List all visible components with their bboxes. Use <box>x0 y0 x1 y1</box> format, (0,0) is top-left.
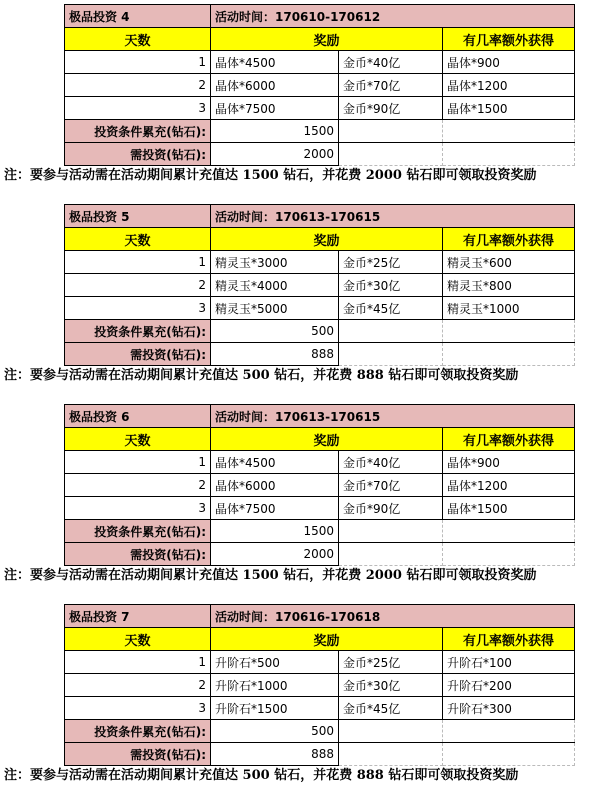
empty-cell <box>339 320 443 343</box>
header-row <box>65 28 575 51</box>
condition-label: 投资条件累充(钻石): <box>65 120 211 143</box>
condition-value: 1500 <box>211 120 339 143</box>
need-label: 需投资(钻石): <box>65 743 211 766</box>
block-title: 极品投资 6 <box>65 405 211 428</box>
extra-reward-cell: 晶体*1200 <box>443 74 575 97</box>
reward-gold-cell: 金币*45亿 <box>339 297 443 320</box>
table-row <box>65 274 575 297</box>
reward-gold-cell: 金币*30亿 <box>339 674 443 697</box>
need-value: 888 <box>211 343 339 366</box>
header-reward: 奖励 <box>211 228 443 251</box>
empty-cell <box>443 120 575 143</box>
extra-reward-cell: 晶体*900 <box>443 451 575 474</box>
condition-row <box>65 320 575 343</box>
need-row <box>65 743 575 766</box>
condition-label: 投资条件累充(钻石): <box>65 720 211 743</box>
day-cell: 1 <box>65 651 211 674</box>
activity-time: 活动时间：170613-170615 <box>211 405 575 428</box>
empty-cell <box>339 720 443 743</box>
condition-label: 投资条件累充(钻石): <box>65 520 211 543</box>
investment-table <box>64 4 575 166</box>
day-cell: 2 <box>65 674 211 697</box>
reward-gold-cell: 金币*90亿 <box>339 97 443 120</box>
day-cell: 1 <box>65 451 211 474</box>
investment-table <box>64 204 575 366</box>
condition-row <box>65 720 575 743</box>
condition-row <box>65 120 575 143</box>
reward-item-cell: 晶体*4500 <box>211 51 339 74</box>
day-cell: 3 <box>65 497 211 520</box>
empty-cell <box>443 320 575 343</box>
extra-reward-cell: 升阶石*300 <box>443 697 575 720</box>
extra-reward-cell: 升阶石*100 <box>443 651 575 674</box>
table-row <box>65 497 575 520</box>
reward-gold-cell: 金币*25亿 <box>339 251 443 274</box>
extra-reward-cell: 精灵玉*800 <box>443 274 575 297</box>
reward-item-cell: 精灵玉*4000 <box>211 274 339 297</box>
reward-gold-cell: 金币*45亿 <box>339 697 443 720</box>
table-row <box>65 297 575 320</box>
day-cell: 2 <box>65 74 211 97</box>
note-text: 注：要参与活动需在活动期间累计充值达 1500 钻石，并花费 2000 钻石即可领取投资奖励 <box>4 168 537 183</box>
header-reward: 奖励 <box>211 428 443 451</box>
extra-reward-cell: 晶体*1500 <box>443 97 575 120</box>
header-reward: 奖励 <box>211 28 443 51</box>
day-cell: 3 <box>65 297 211 320</box>
day-cell: 3 <box>65 97 211 120</box>
extra-reward-cell: 晶体*1500 <box>443 497 575 520</box>
empty-cell <box>339 743 443 766</box>
activity-time: 活动时间：170616-170618 <box>211 605 575 628</box>
reward-item-cell: 晶体*7500 <box>211 97 339 120</box>
reward-gold-cell: 金币*70亿 <box>339 74 443 97</box>
reward-item-cell: 晶体*6000 <box>211 474 339 497</box>
table-row <box>65 474 575 497</box>
reward-item-cell: 晶体*4500 <box>211 451 339 474</box>
empty-cell <box>339 343 443 366</box>
note-text: 注：要参与活动需在活动期间累计充值达 500 钻石，并花费 888 钻石即可领取投资奖励 <box>4 368 519 383</box>
header-reward: 奖励 <box>211 628 443 651</box>
header-days: 天数 <box>65 628 211 651</box>
need-value: 2000 <box>211 543 339 566</box>
empty-cell <box>443 720 575 743</box>
empty-cell <box>339 520 443 543</box>
need-row <box>65 543 575 566</box>
extra-reward-cell: 晶体*1200 <box>443 474 575 497</box>
title-row <box>65 205 575 228</box>
reward-item-cell: 晶体*7500 <box>211 497 339 520</box>
empty-cell <box>443 543 575 566</box>
investment-table <box>64 404 575 566</box>
reward-item-cell: 精灵玉*5000 <box>211 297 339 320</box>
empty-cell <box>443 343 575 366</box>
need-label: 需投资(钻石): <box>65 343 211 366</box>
investment-table <box>64 604 575 766</box>
day-cell: 1 <box>65 51 211 74</box>
day-cell: 1 <box>65 251 211 274</box>
reward-item-cell: 晶体*6000 <box>211 74 339 97</box>
title-row <box>65 5 575 28</box>
condition-value: 1500 <box>211 520 339 543</box>
extra-reward-cell: 升阶石*200 <box>443 674 575 697</box>
table-row <box>65 251 575 274</box>
reward-item-cell: 升阶石*1500 <box>211 697 339 720</box>
reward-gold-cell: 金币*30亿 <box>339 274 443 297</box>
activity-time: 活动时间：170613-170615 <box>211 205 575 228</box>
block-title: 极品投资 5 <box>65 205 211 228</box>
need-value: 888 <box>211 743 339 766</box>
table-row <box>65 51 575 74</box>
extra-reward-cell: 晶体*900 <box>443 51 575 74</box>
reward-gold-cell: 金币*70亿 <box>339 474 443 497</box>
header-days: 天数 <box>65 28 211 51</box>
header-row <box>65 228 575 251</box>
empty-cell <box>339 143 443 166</box>
title-row <box>65 605 575 628</box>
empty-cell <box>339 543 443 566</box>
reward-gold-cell: 金币*40亿 <box>339 451 443 474</box>
activity-time: 活动时间：170610-170612 <box>211 5 575 28</box>
header-extra: 有几率额外获得 <box>443 628 575 651</box>
reward-item-cell: 升阶石*1000 <box>211 674 339 697</box>
reward-gold-cell: 金币*40亿 <box>339 51 443 74</box>
reward-gold-cell: 金币*90亿 <box>339 497 443 520</box>
empty-cell <box>443 520 575 543</box>
header-extra: 有几率额外获得 <box>443 28 575 51</box>
condition-label: 投资条件累充(钻石): <box>65 320 211 343</box>
condition-row <box>65 520 575 543</box>
condition-value: 500 <box>211 320 339 343</box>
block-title: 极品投资 7 <box>65 605 211 628</box>
header-days: 天数 <box>65 428 211 451</box>
extra-reward-cell: 精灵玉*1000 <box>443 297 575 320</box>
header-row <box>65 428 575 451</box>
day-cell: 2 <box>65 274 211 297</box>
empty-cell <box>339 120 443 143</box>
condition-value: 500 <box>211 720 339 743</box>
header-extra: 有几率额外获得 <box>443 228 575 251</box>
block-title: 极品投资 4 <box>65 5 211 28</box>
table-row <box>65 674 575 697</box>
header-days: 天数 <box>65 228 211 251</box>
reward-item-cell: 升阶石*500 <box>211 651 339 674</box>
extra-reward-cell: 精灵玉*600 <box>443 251 575 274</box>
header-extra: 有几率额外获得 <box>443 428 575 451</box>
table-row <box>65 74 575 97</box>
title-row <box>65 405 575 428</box>
table-row <box>65 651 575 674</box>
need-row <box>65 143 575 166</box>
note-text: 注：要参与活动需在活动期间累计充值达 1500 钻石，并花费 2000 钻石即可领取投资奖励 <box>4 568 537 583</box>
header-row <box>65 628 575 651</box>
need-row <box>65 343 575 366</box>
day-cell: 3 <box>65 697 211 720</box>
table-row <box>65 697 575 720</box>
empty-cell <box>443 743 575 766</box>
need-value: 2000 <box>211 143 339 166</box>
table-row <box>65 451 575 474</box>
reward-gold-cell: 金币*25亿 <box>339 651 443 674</box>
need-label: 需投资(钻石): <box>65 543 211 566</box>
table-row <box>65 97 575 120</box>
empty-cell <box>443 143 575 166</box>
need-label: 需投资(钻石): <box>65 143 211 166</box>
reward-item-cell: 精灵玉*3000 <box>211 251 339 274</box>
note-text: 注：要参与活动需在活动期间累计充值达 500 钻石，并花费 888 钻石即可领取投资奖励 <box>4 768 519 783</box>
day-cell: 2 <box>65 474 211 497</box>
